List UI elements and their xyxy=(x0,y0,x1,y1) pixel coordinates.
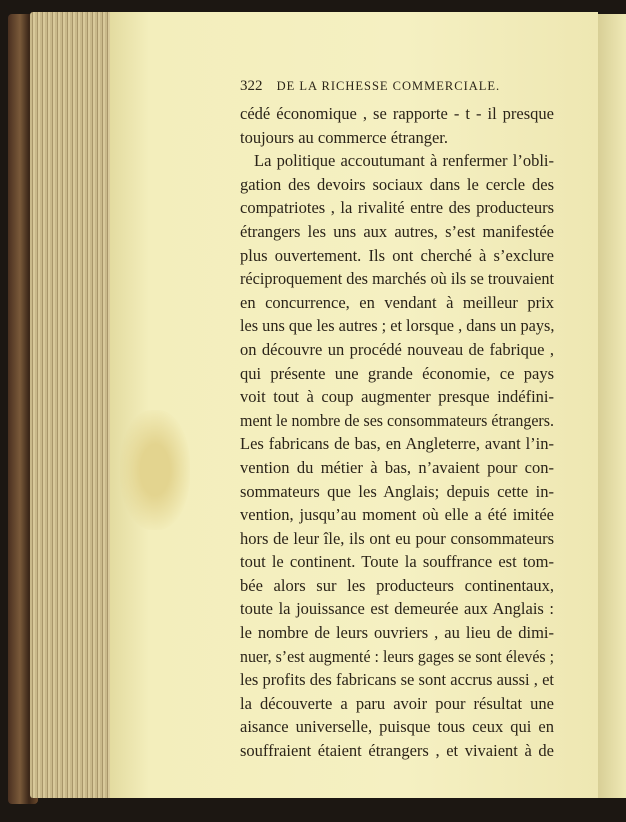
text-line: cédé économique , se rapporte - t - il presque xyxy=(240,104,554,123)
text-line: hors de leur île, ils ont eu pour consommateurs xyxy=(240,528,554,548)
text-line: réciproquement des marchés où ils se trouvaient xyxy=(240,269,554,289)
text-line: toute la jouissance est demeurée aux Anglais : xyxy=(240,599,554,619)
text-line: Les fabricans de bas, en Angleterre, avant l’in- xyxy=(240,434,554,454)
text-line: tout le continent. Toute la souffrance est tom- xyxy=(240,552,554,572)
page-edges xyxy=(30,12,112,798)
text-line: bée alors sur les producteurs continentaux, xyxy=(240,575,554,595)
text-line: la découverte a paru avoir pour résultat une xyxy=(240,693,554,713)
text-line: sommateurs que les Anglais; depuis cette in- xyxy=(240,481,554,501)
text-line: aisance universelle, puisque tous ceux qui en xyxy=(240,717,554,737)
paper-stain xyxy=(120,410,190,530)
body-text xyxy=(240,102,554,763)
running-header xyxy=(240,78,560,95)
adjacent-page xyxy=(598,14,626,798)
text-line: en concurrence, en vendant à meilleur prix xyxy=(240,292,554,312)
page-number: 322 xyxy=(240,78,263,94)
running-title: DE LA RICHESSE COMMERCIALE. xyxy=(276,79,501,93)
text-line: le nombre de leurs ouvriers , au lieu de dimi- xyxy=(240,623,554,643)
text-line: ment le nombre de ses consommateurs étrangers. xyxy=(240,410,554,430)
text-line: les profits des fabricans se sont accrus aussi , et xyxy=(240,670,554,690)
text-line: gation des devoirs sociaux dans le cercle des xyxy=(240,174,554,194)
text-line: voit tout à coup augmenter presque indéfini- xyxy=(240,387,554,407)
text-line: toujours au commerce étranger. xyxy=(240,127,448,147)
text-line: les uns que les autres ; et lorsque , dans un pays, xyxy=(240,316,555,336)
text-line: plus ouvertement. Ils ont cherché à s’exclure xyxy=(240,245,554,265)
text-line: La politique accoutumant à renfermer l’obli- xyxy=(254,151,554,171)
text-line: souffraient étaient étrangers , et vivaient à de xyxy=(240,741,554,761)
text-line: vention du métier à bas, n’avaient pour con- xyxy=(240,457,554,477)
text-line: nuer, s’est augmenté : leurs gages se sont élevés ; xyxy=(240,646,555,666)
text-line: étrangers les uns aux autres, s’est manifestée xyxy=(240,221,554,241)
text-line: compatriotes , la rivalité entre des producteurs xyxy=(240,198,554,218)
text-line: vention, jusqu’au moment où elle a été imitée xyxy=(240,505,554,525)
text-line: on découvre un procédé nouveau de fabrique , xyxy=(240,339,554,359)
text-line: qui présente une grande économie, ce pays xyxy=(240,363,554,383)
